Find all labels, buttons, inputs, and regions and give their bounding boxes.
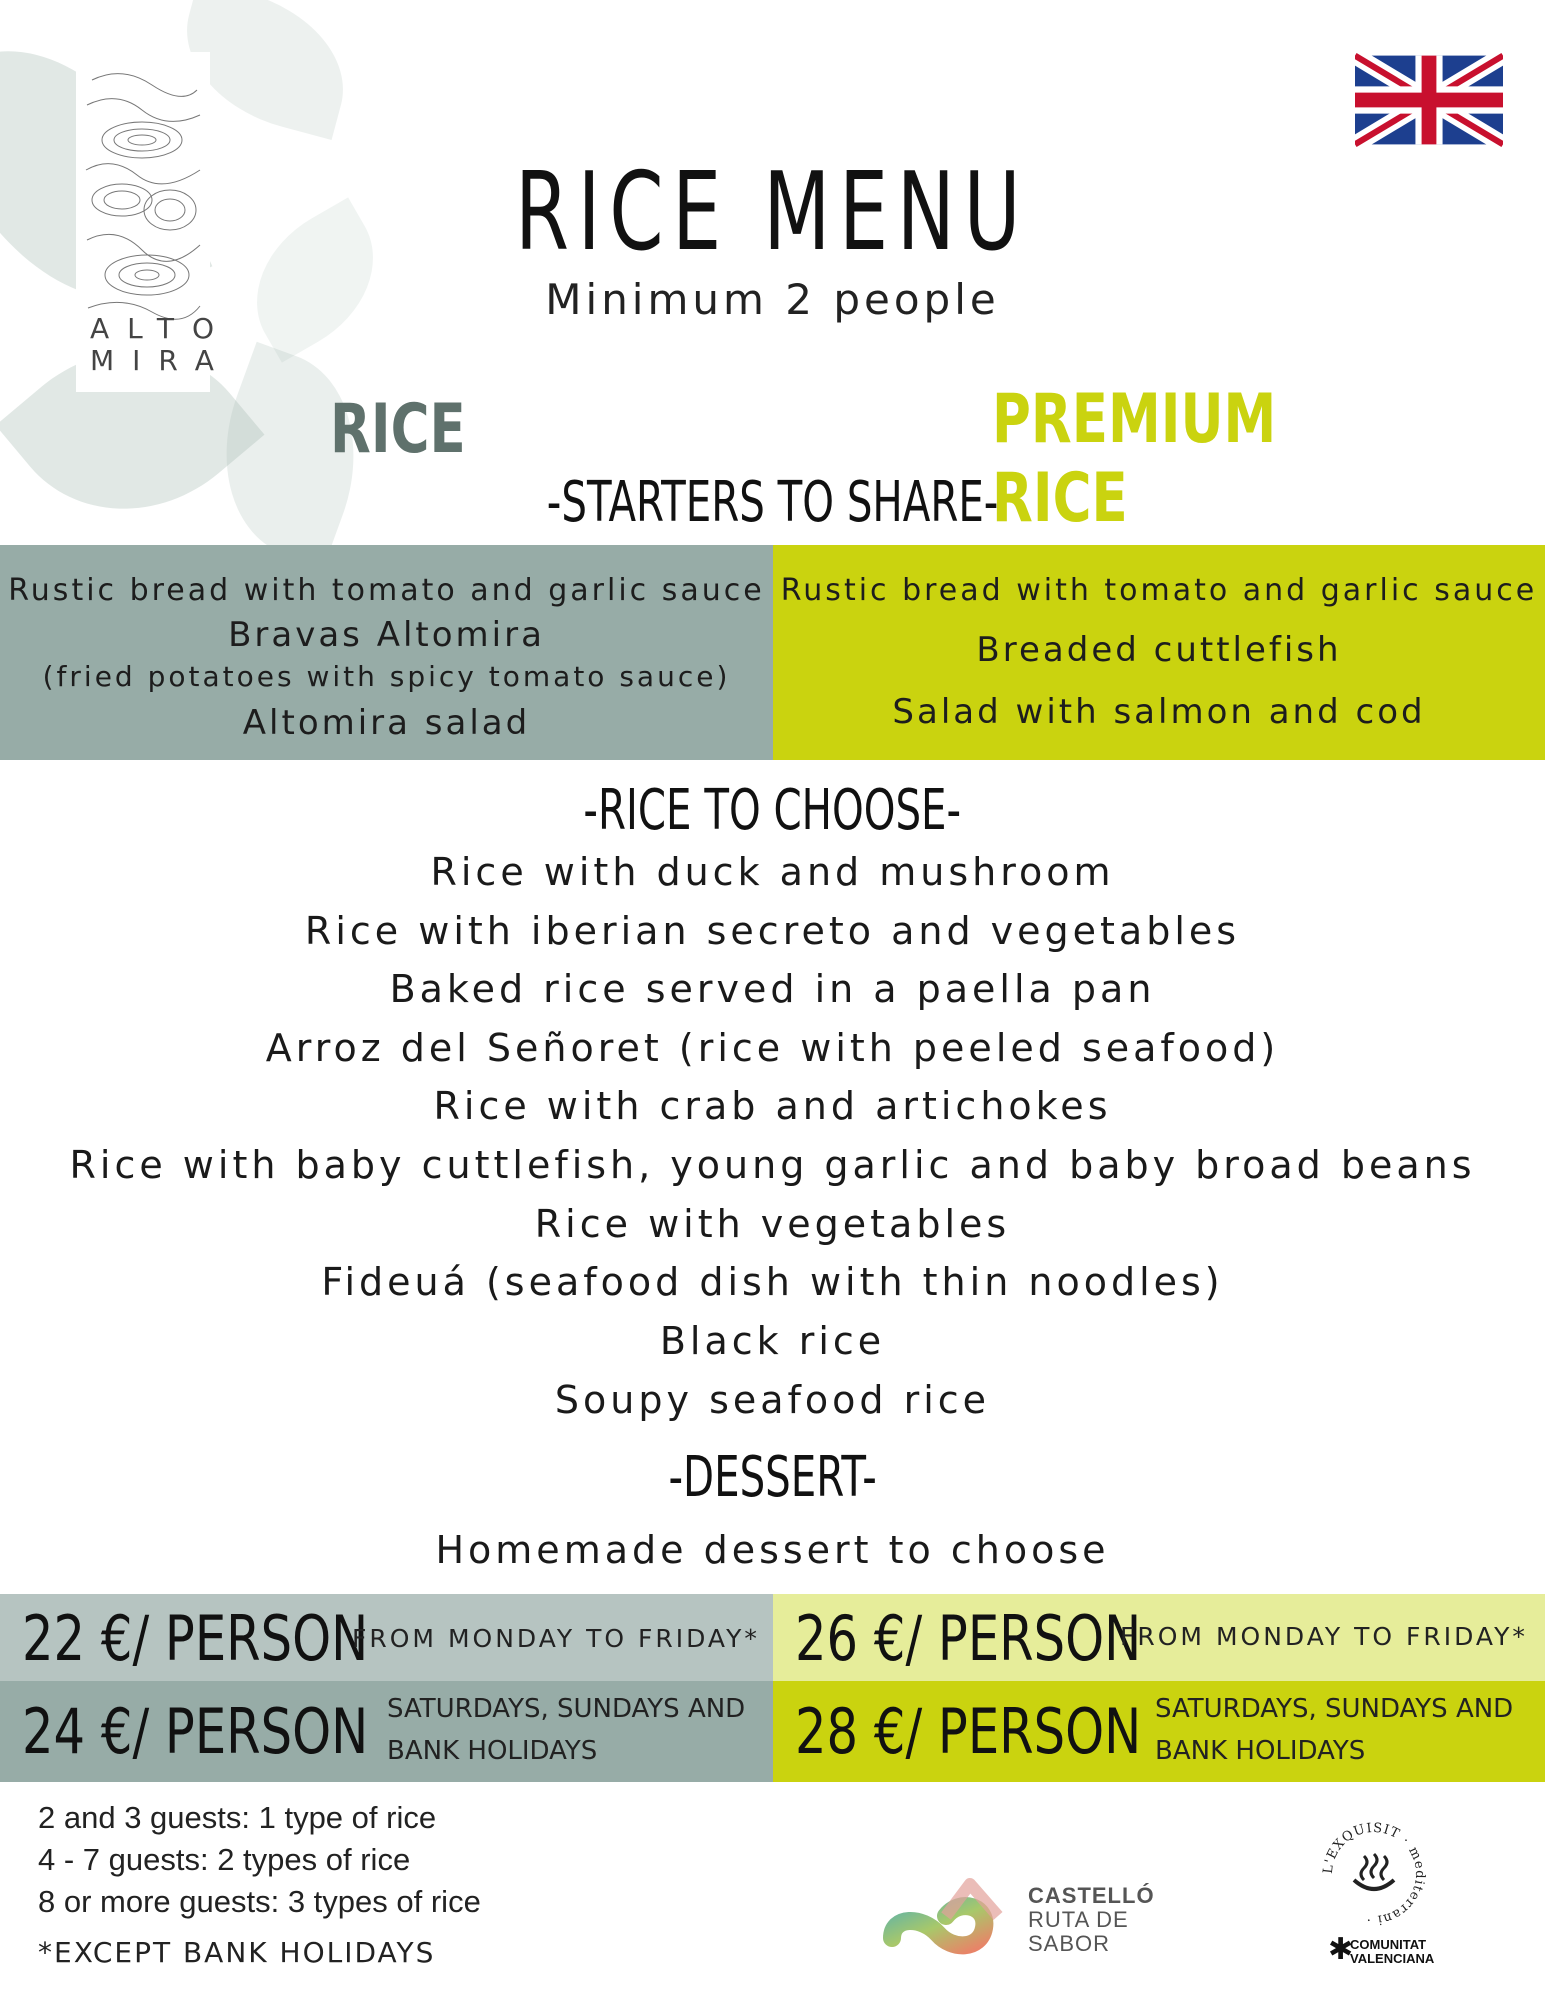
svg-text:L'EXQUISIT · mediterrani ·: L'EXQUISIT · mediterrani ·	[1320, 1820, 1428, 1928]
rice-item: Rice with duck and mushroom	[430, 850, 1115, 894]
premium-starters-panel	[773, 545, 1545, 760]
lexquisit-mediterrani-badge	[1318, 1818, 1430, 1930]
premium-weekend-price: 28 €/ PERSON	[795, 1695, 1142, 1768]
castello-tagline: RUTA DE	[1028, 1907, 1129, 1932]
castello-ruta-de-sabor-logo	[880, 1876, 1180, 1971]
uk-flag-icon[interactable]	[1355, 52, 1503, 148]
rice-weekend-note-line: BANK HOLIDAYS	[387, 1736, 598, 1766]
comunitat-text: COMUNITAT	[1350, 1937, 1427, 1952]
starter-item-note: (fried potatoes with spicy tomato sauce)	[42, 660, 731, 693]
rice-item: Rice with vegetables	[534, 1202, 1011, 1246]
rice-item: Rice with iberian secreto and vegetables	[304, 909, 1241, 953]
palm-icon: ✱	[1328, 1932, 1354, 1967]
rice-weekend-note-line: SATURDAYS, SUNDAYS AND	[387, 1694, 746, 1724]
guests-rule: 4 - 7 guests: 2 types of rice	[38, 1842, 411, 1877]
guests-rule: 2 and 3 guests: 1 type of rice	[38, 1800, 437, 1835]
premium-column-heading: PREMIUM RICE	[992, 380, 1277, 538]
guests-rule: 8 or more guests: 3 types of rice	[38, 1884, 481, 1919]
premium-weekend-note-line: SATURDAYS, SUNDAYS AND	[1155, 1694, 1514, 1724]
comunitat-valenciana-logo	[1328, 1930, 1468, 1980]
starter-item: Rustic bread with tomato and garlic sauce	[8, 573, 765, 608]
rice-item: Rice with crab and artichokes	[433, 1084, 1112, 1128]
page-subtitle: Minimum 2 people	[545, 275, 1000, 324]
rice-starters-panel	[0, 545, 773, 760]
dessert-heading: -DESSERT-	[668, 1445, 877, 1510]
rice-choice-heading: -RICE TO CHOOSE-	[583, 778, 962, 843]
rice-item: Black rice	[659, 1319, 886, 1363]
rice-item: Arroz del Señoret (rice with peeled seafood)	[265, 1026, 1280, 1070]
rice-item: Soupy seafood rice	[554, 1378, 991, 1422]
starter-item: Breaded cuttlefish	[976, 630, 1342, 670]
except-note: *EXCEPT BANK HOLIDAYS	[38, 1936, 436, 1969]
lexquisit-seal-icon	[1318, 1818, 1430, 1930]
rice-weekend-price-bar	[0, 1681, 773, 1782]
premium-weekday-price-bar	[773, 1594, 1545, 1681]
rice-item: Rice with baby cuttlefish, young garlic and baby broad beans	[69, 1143, 1476, 1187]
premium-weekend-note-line: BANK HOLIDAYS	[1155, 1736, 1366, 1766]
logo-text-bottom: MIRA	[90, 344, 232, 377]
premium-weekday-note: FROM MONDAY TO FRIDAY*	[1120, 1622, 1528, 1651]
rice-weekend-price: 24 €/ PERSON	[22, 1695, 369, 1768]
premium-weekend-price-bar	[773, 1681, 1545, 1782]
castello-infinity-icon	[880, 1876, 1010, 1971]
castello-name: CASTELLÓ	[1028, 1883, 1155, 1908]
dessert-item: Homemade dessert to choose	[435, 1528, 1110, 1572]
starter-item: Rustic bread with tomato and garlic sauce	[780, 573, 1538, 608]
rice-column-heading: RICE	[330, 390, 466, 469]
rice-weekday-price: 22 €/ PERSON	[22, 1602, 369, 1675]
starters-heading: -STARTERS TO SHARE-	[546, 470, 999, 535]
rice-item: Baked rice served in a paella pan	[389, 967, 1156, 1011]
rice-weekday-note: FROM MONDAY TO FRIDAY*	[352, 1624, 760, 1653]
starter-item: Altomira salad	[242, 703, 531, 743]
rice-item: Fideuá (seafood dish with thin noodles)	[321, 1260, 1224, 1304]
premium-weekend-note	[1155, 1688, 1513, 1772]
premium-weekday-price: 26 €/ PERSON	[795, 1602, 1142, 1675]
rice-weekend-note	[387, 1688, 745, 1772]
logo-text-top: ALTO	[90, 312, 233, 345]
starter-item: Bravas Altomira	[228, 615, 545, 655]
starter-item: Salad with salmon and cod	[892, 692, 1426, 732]
castello-tagline: SABOR	[1028, 1931, 1111, 1956]
rice-weekday-price-bar	[0, 1594, 773, 1681]
valenciana-text: VALENCIANA	[1350, 1951, 1435, 1966]
page-title: RICE MENU	[515, 150, 1030, 275]
